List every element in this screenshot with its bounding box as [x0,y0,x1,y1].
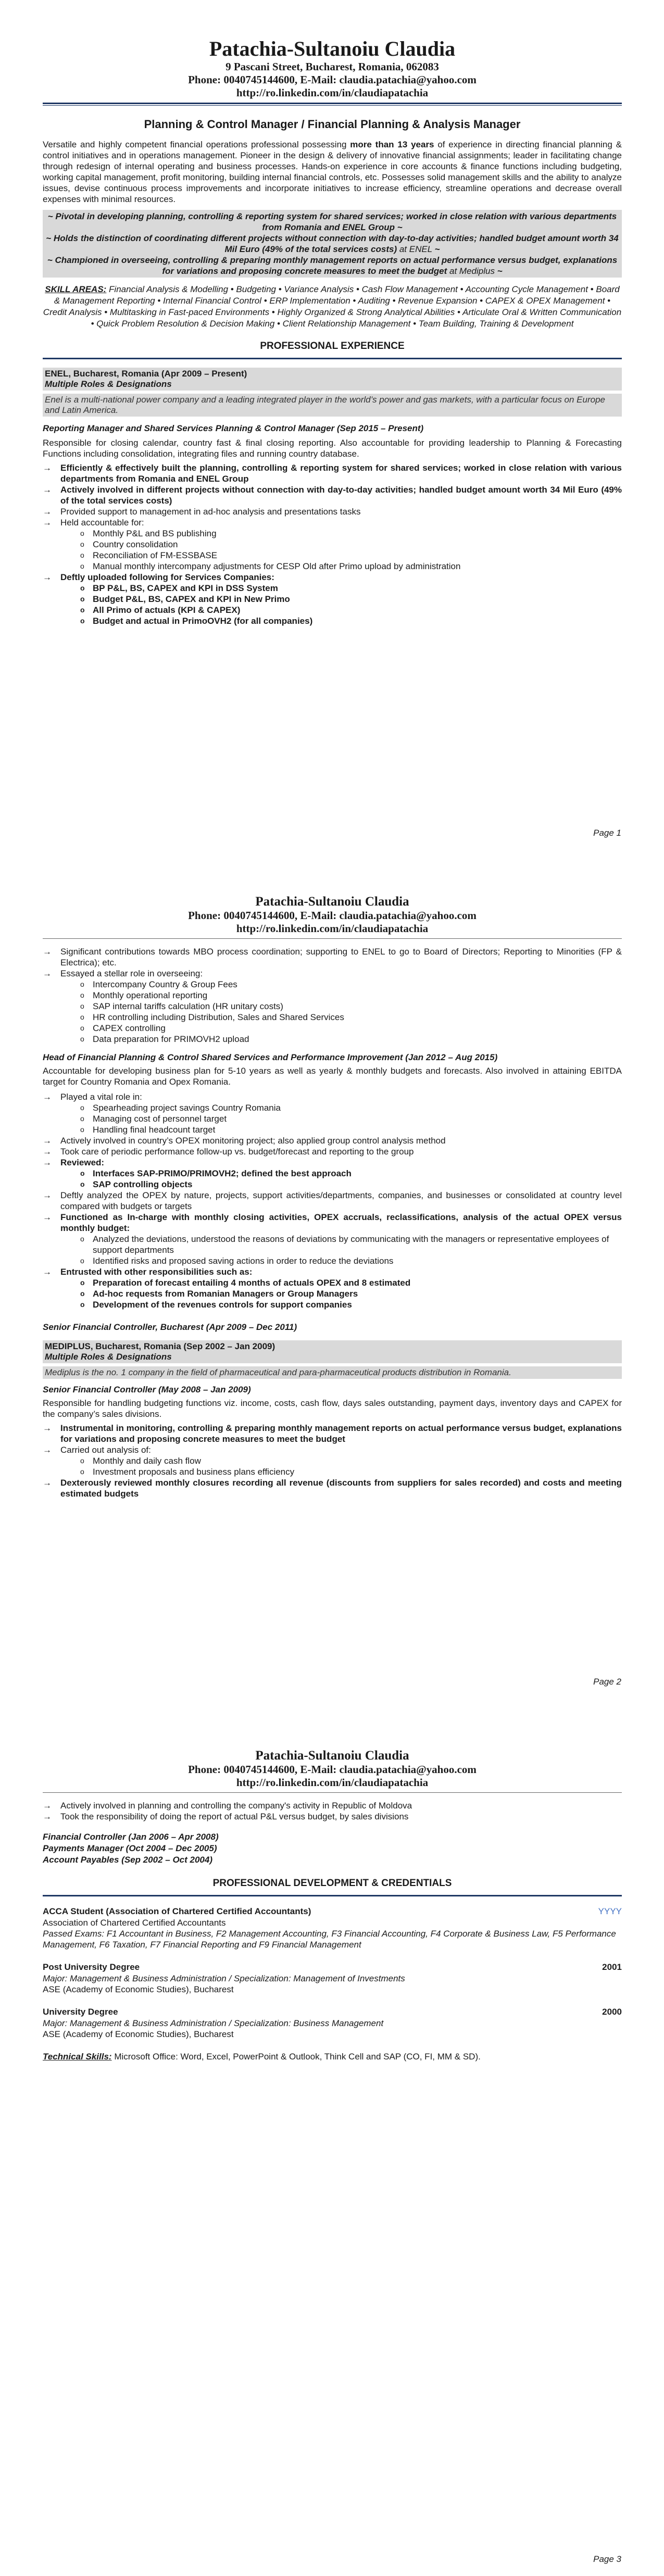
list-item: o Interfaces SAP-PRIMO/PRIMOVH2; defined the best approach [43,1168,622,1179]
page-number: Page 3 [593,2554,621,2564]
credential-exams: Passed Exams: F1 Accountant in Business, F2 Management Accounting, F3 Financial Accounting, F4 Corporate & Business Law, F5 Performance Management, F6 Taxation, F7 Financial Reporting and F9 Financial Management [43,1929,616,1950]
bullet-list [43,946,622,979]
headline: Planning & Control Manager / Financial Planning & Analysis Manager [144,118,521,131]
company-description: Enel is a multi-national power company and a leading integrated player in the world’s power and gas markets, with a particular focus on Europe and Latin America. [43,394,622,417]
role-title: Financial Controller (Jan 2006 – Apr 2008) [43,1832,219,1842]
list-item: → Held accountable for: [43,517,622,528]
role-title: Account Payables (Sep 2002 – Oct 2004) [43,1855,212,1865]
credential-post-university [43,1962,622,1995]
list-item: → Took care of periodic performance follow-up vs. budget/forecast and reporting to the group [43,1146,622,1157]
resume-header [43,37,622,99]
sub-list [43,583,622,626]
list-item: o Budget and actual in PrimoOVH2 (for all companies) [43,615,622,626]
list-item: → Instrumental in monitoring, controlling & preparing monthly management reports on actual performance versus budget, explanations for variations and proposing concrete measures to meet the budget [43,1423,622,1444]
list-item: o Monthly P&L and BS publishing [43,528,622,539]
list-item: o Development of the revenues controls for support companies [43,1299,622,1310]
bullet-list [43,1266,622,1277]
sub-list [43,1234,622,1266]
contact-line: Phone: 0040745144600, E-Mail: claudia.patachia@yahoo.com [188,909,477,922]
bullet-list [43,1800,622,1822]
candidate-name: Patachia-Sultanoiu Claudia [209,37,456,60]
list-item: o Monthly operational reporting [43,990,622,1001]
contact-line: Phone: 0040745144600, E-Mail: claudia.patachia@yahoo.com [188,1763,477,1776]
list-item: → Actively involved in different projects without connection with day-to-day activities; handled budget amount worth 34 Mil Euro (49% of the total services costs) [43,484,622,506]
credential-school: ASE (Academy of Economic Studies), Bucharest [43,1984,234,1994]
list-item: → Reviewed: [43,1157,622,1168]
list-item: o Ad-hoc requests from Romanian Managers or Group Managers [43,1288,622,1299]
sub-list [43,1168,622,1190]
list-item: → Efficiently & effectively built the planning, controlling & reporting system for shared services; worked in close relation with various departments from Romania and ENEL Group [43,462,622,484]
page-header [43,1749,622,1789]
list-item: → Dexterously reviewed monthly closures recording all revenue (discounts from suppliers for sales recorded) and costs and meeting estimated budgets [43,1477,622,1499]
list-item: → Significant contributions towards MBO process coordination; supporting to ENEL to go to Board of Directors; Reporting to Minorities (FP & Electrica); etc. [43,946,622,968]
list-item: o Identified risks and proposed saving actions in order to reduce the deviations [43,1255,622,1266]
credential-org: Association of Chartered Certified Accountants [43,1918,226,1928]
role-description: Accountable for developing business plan for 5-10 years as well as yearly & monthly budgets and forecasts. Also involved in attaining EBITDA target for Country Romania and Opex Romania. [43,1066,622,1087]
bullet-list [43,1423,622,1455]
candidate-name: Patachia-Sultanoiu Claudia [255,895,409,909]
role-title: Senior Financial Controller (May 2008 – Jan 2009) [43,1385,251,1394]
list-item: → Actively involved in country’s OPEX monitoring project; also applied group control analysis method [43,1135,622,1146]
company-description: Mediplus is the no. 1 company in the field of pharmaceutical and para-pharmaceutical products distribution in Romania. [43,1366,622,1379]
sub-list [43,1102,622,1135]
credential-year: 2000 [602,2007,622,2017]
list-item: → Took the responsibility of doing the report of actual P&L versus budget, by sales divisions [43,1811,622,1822]
experience-title: PROFESSIONAL EXPERIENCE [260,341,405,351]
bullet-list [43,1190,622,1234]
list-item: o Preparation of forecast entailing 4 months of actuals OPEX and 8 estimated [43,1277,622,1288]
section-divider [43,1895,622,1896]
header-divider [43,103,622,106]
bullet-list [43,1135,622,1168]
credential-acca [43,1906,622,1950]
credential-year: 2001 [602,1962,622,1972]
credential-title: University Degree [43,2007,118,2017]
highlight-3: ~ Championed in overseeing, controlling & preparing monthly management reports on actual performance versus budget, explanations for variations and proposing concrete measures to meet the budget at Mediplus ~ [47,255,618,276]
skill-areas: SKILL AREAS: Financial Analysis & Modelling • Budgeting • Variance Analysis • Cash Flow Management • Accounting Cycle Management • Board & Management Reporting • Internal Financial Control • ERP Implementation • Auditing • Revenue Expansion • CAPEX & OPEX Management • Credit Analysis • Multitasking in Fast-paced Environments • Highly Organized & Strong Analytical Abilities • Articulate Oral & Written Communication • Quick Problem Resolution & Decision Making • Client Relationship Management • Team Building, Training & Development [43,284,622,329]
list-item: → Played a vital role in: [43,1091,622,1102]
list-item: → Provided support to management in ad-hoc analysis and presentations tasks [43,506,622,517]
list-item: → Deftly uploaded following for Services Companies: [43,572,622,583]
list-item: o Country consolidation [43,539,622,550]
linkedin-link[interactable]: http://ro.linkedin.com/in/claudiapatachia [236,922,429,935]
credential-major: Major: Management & Business Administration / Specialization: Business Management [43,2018,384,2028]
sub-list [43,1455,622,1477]
role-title: Payments Manager (Oct 2004 – Dec 2005) [43,1843,217,1853]
linkedin-link[interactable]: http://ro.linkedin.com/in/claudiapatachia [236,1776,429,1789]
page-number: Page 2 [593,1677,621,1687]
development-title: PROFESSIONAL DEVELOPMENT & CREDENTIALS [212,1878,452,1889]
page-2 [0,880,664,1713]
header-divider [43,938,622,939]
credential-year: YYYY [598,1906,622,1916]
credential-major: Major: Management & Business Administration / Specialization: Management of Investments [43,1974,405,1983]
bullet-list [43,462,622,528]
list-item: o All Primo of actuals (KPI & CAPEX) [43,605,622,615]
list-item: o Data preparation for PRIMOVH2 upload [43,1034,622,1045]
summary: Versatile and highly competent financial operations professional possessing more than 13 years of experience in directing financial planning & control initiatives and in operations management. Pioneer in the design & delivery of innovative financial assignments; leader in facilitating change through redesign of internal operating and business processes. Hands-on experience in core accounts & finance functions including budgeting, working capital management, profit monitoring, building internal financial controls, etc. Possesses solid management skills and the ability to analyze issues, devise continuous process improvements and incorporate initiatives to increase efficiency, streamline operations and decrease overall expenses with minimal resources. [43,140,622,204]
enel-block [43,368,622,417]
list-item: → Entrusted with other responsibilities such as: [43,1266,622,1277]
sub-list [43,528,622,572]
list-item: o Budget P&L, BS, CAPEX and KPI in New Primo [43,594,622,605]
address: 9 Pascani Street, Bucharest, Romania, 062083 [225,60,439,73]
list-item: o Handling final headcount target [43,1124,622,1135]
highlight-2: ~ Holds the distinction of coordinating different projects without connection with day-to-day activities; handled budget amount worth 34 Mil Euro (49% of the total services costs) at ENEL ~ [46,233,619,254]
sub-list [43,1277,622,1310]
list-item: o SAP internal tariffs calculation (HR unitary costs) [43,1001,622,1012]
list-item: o Intercompany Country & Group Fees [43,979,622,990]
sub-list [43,979,622,1045]
credential-school: ASE (Academy of Economic Studies), Bucharest [43,2029,234,2039]
contact-line: Phone: 0040745144600, E-Mail: claudia.patachia@yahoo.com [188,73,477,86]
technical-skills: Technical Skills: Microsoft Office: Word, Excel, PowerPoint & Outlook, Think Cell and SAP (CO, FI, MM & SD). [43,2052,481,2062]
list-item: o Spearheading project savings Country Romania [43,1102,622,1113]
credential-university [43,2006,622,2040]
list-item: o Investment proposals and business plans efficiency [43,1466,622,1477]
page-1 [0,0,664,854]
list-item: → Actively involved in planning and controlling the company's activity in Republic of Moldova [43,1800,622,1811]
list-item: → Functioned as In-charge with monthly closing activities, OPEX accruals, reclassifications, analysis of the actual OPEX versus monthly budget: [43,1212,622,1234]
list-item: o Analyzed the deviations, understood the reasons of deviations by communicating with the managers or representative employees of support departments [43,1234,622,1255]
list-item: o Monthly and daily cash flow [43,1455,622,1466]
linkedin-link[interactable]: http://ro.linkedin.com/in/claudiapatachia [236,86,429,99]
page-3 [0,1734,664,2576]
credential-title: ACCA Student (Association of Chartered Certified Accountants) [43,1906,311,1916]
role-title: Head of Financial Planning & Control Shared Services and Performance Improvement (Jan 2012 – Aug 2015) [43,1052,498,1062]
list-item: o SAP controlling objects [43,1179,622,1190]
list-item: o BP P&L, BS, CAPEX and KPI in DSS System [43,583,622,594]
list-item: → Deftly analyzed the OPEX by nature, projects, support activities/departments, companies, and businesses or consolidated at country level compared with budgets or targets [43,1190,622,1212]
bullet-list [43,1477,622,1499]
role-description: Responsible for handling budgeting functions viz. income, costs, cash flow, days sales outstanding, payment days, inventory days and CAPEX for the company’s sales divisions. [43,1398,622,1419]
credential-title: Post University Degree [43,1962,140,1972]
company-enel: ENEL, Bucharest, Romania (Apr 2009 – Present) Multiple Roles & Designations [43,368,622,391]
previous-roles [43,1831,622,1866]
highlight-1: ~ Pivotal in developing planning, controlling & reporting system for shared services; worked in close relation with various departments from Romania and ENEL Group ~ [47,211,617,232]
role-title: Reporting Manager and Shared Services Planning & Control Manager (Sep 2015 – Present) [43,423,424,433]
candidate-name: Patachia-Sultanoiu Claudia [255,1749,409,1763]
highlight-box [43,210,622,278]
bullet-list [43,572,622,583]
list-item: → Essayed a stellar role in overseeing: [43,968,622,979]
list-item: o Managing cost of personnel target [43,1113,622,1124]
list-item: → Carried out analysis of: [43,1444,622,1455]
list-item: o CAPEX controlling [43,1023,622,1034]
list-item: o HR controlling including Distribution, Sales and Shared Services [43,1012,622,1023]
mediplus-block [43,1340,622,1379]
role-title: Senior Financial Controller, Bucharest (Apr 2009 – Dec 2011) [43,1322,297,1332]
page-number: Page 1 [593,828,621,838]
bullet-list [43,1091,622,1102]
company-mediplus: MEDIPLUS, Bucharest, Romania (Sep 2002 – Jan 2009) Multiple Roles & Designations [43,1340,622,1363]
role-description: Responsible for closing calendar, country fast & final closing reporting. Also accountable for providing leadership to Planning & Forecasting Functions including consolidation, integrating files and running country database. [43,438,622,459]
list-item: o Reconciliation of FM-ESSBASE [43,550,622,561]
section-divider [43,358,622,359]
header-divider [43,1792,622,1793]
page-header [43,895,622,935]
list-item: o Manual monthly intercompany adjustments for CESP Old after Primo upload by administration [43,561,622,572]
